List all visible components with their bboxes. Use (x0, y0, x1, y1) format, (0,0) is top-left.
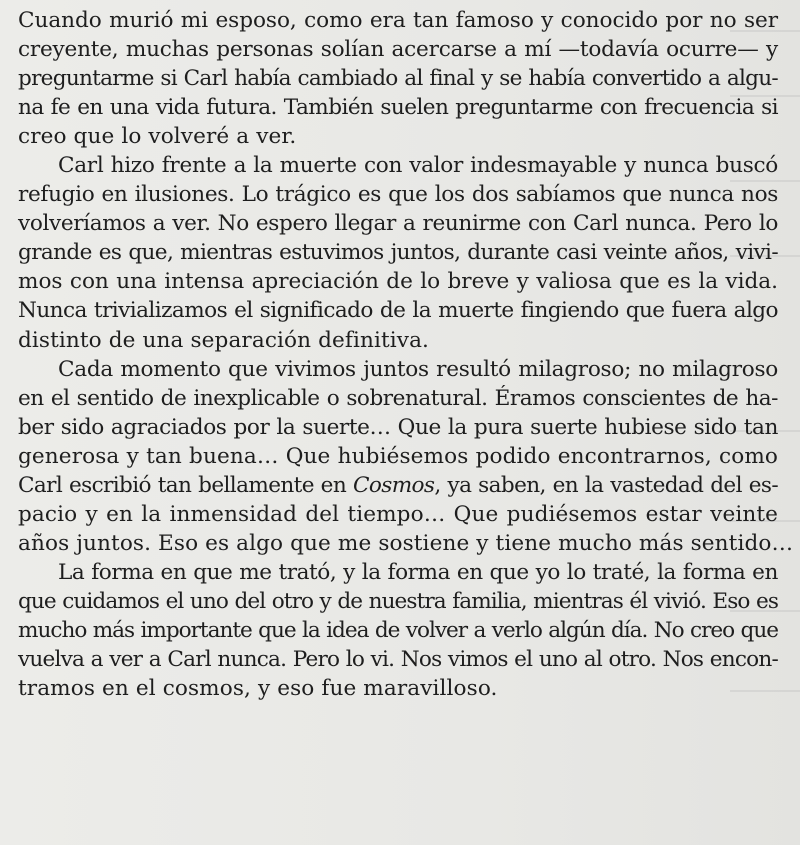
body-text (18, 6, 794, 703)
text-line: generosa y tan buena… Que hubiésemos podido encontrarnos, como (18, 443, 778, 469)
text-line: na fe en una vida futura. También suelen preguntarme con frecuencia si (18, 95, 778, 121)
paragraph-2 (18, 151, 778, 354)
paragraph-3 (18, 355, 794, 558)
text-before-title: Carl escribió tan bellamente en (18, 472, 353, 498)
text-line: distinto de una separación definitiva. (18, 327, 430, 353)
text-line: creyente, muchas personas solían acercarse a mí —todavía ocurre— y (18, 37, 778, 63)
text-line-cosmos (18, 471, 778, 500)
text-line: refugio en ilusiones. Lo trágico es que los dos sabíamos que nunca nos (18, 182, 778, 208)
text-line: mucho más importante que la idea de volver a verlo algún día. No creo que (18, 617, 778, 643)
text-line: mos con una intensa apreciación de lo breve y valiosa que es la vida. (18, 269, 778, 295)
text-line: ber sido agraciados por la suerte… Que la pura suerte hubiese sido tan (18, 414, 778, 440)
text-line: Cada momento que vivimos juntos resultó milagroso; no milagroso (58, 356, 778, 382)
text-line: pacio y en la inmensidad del tiempo… Que pudiésemos estar veinte (18, 501, 778, 527)
text-line: creo que lo volveré a ver. (18, 124, 297, 150)
text-line: La forma en que me trató, y la forma en que yo lo traté, la forma en (58, 559, 778, 585)
text-line: grande es que, mientras estuvimos juntos, durante casi veinte años, vivi- (18, 240, 778, 266)
text-after-title: , ya saben, en la vastedad del es- (434, 472, 778, 498)
text-line: Nunca trivializamos el significado de la muerte fingiendo que fuera algo (18, 298, 778, 324)
text-line: que cuidamos el uno del otro y de nuestra familia, mientras él vivió. Eso es (18, 588, 778, 614)
book-title-cosmos: Cosmos (352, 472, 435, 498)
text-line: en el sentido de inexplicable o sobrenatural. Éramos conscientes de ha- (18, 385, 778, 411)
text-line: años juntos. Eso es algo que me sostiene y tiene mucho más sentido… (18, 530, 794, 556)
paragraph-1 (18, 6, 778, 151)
text-line: Carl hizo frente a la muerte con valor indesmayable y nunca buscó (58, 153, 778, 179)
text-line: volveríamos a ver. No espero llegar a reunirme con Carl nunca. Pero lo (18, 211, 778, 237)
text-line: preguntarme si Carl había cambiado al final y se había convertido a algu- (18, 66, 778, 92)
text-line: vuelva a ver a Carl nunca. Pero lo vi. Nos vimos el uno al otro. Nos encon- (18, 647, 778, 673)
text-line: Cuando murió mi esposo, como era tan famoso y conocido por no ser (18, 8, 778, 33)
text-line: tramos en el cosmos, y eso fue maravilloso. (18, 676, 498, 702)
paragraph-4 (18, 558, 778, 703)
